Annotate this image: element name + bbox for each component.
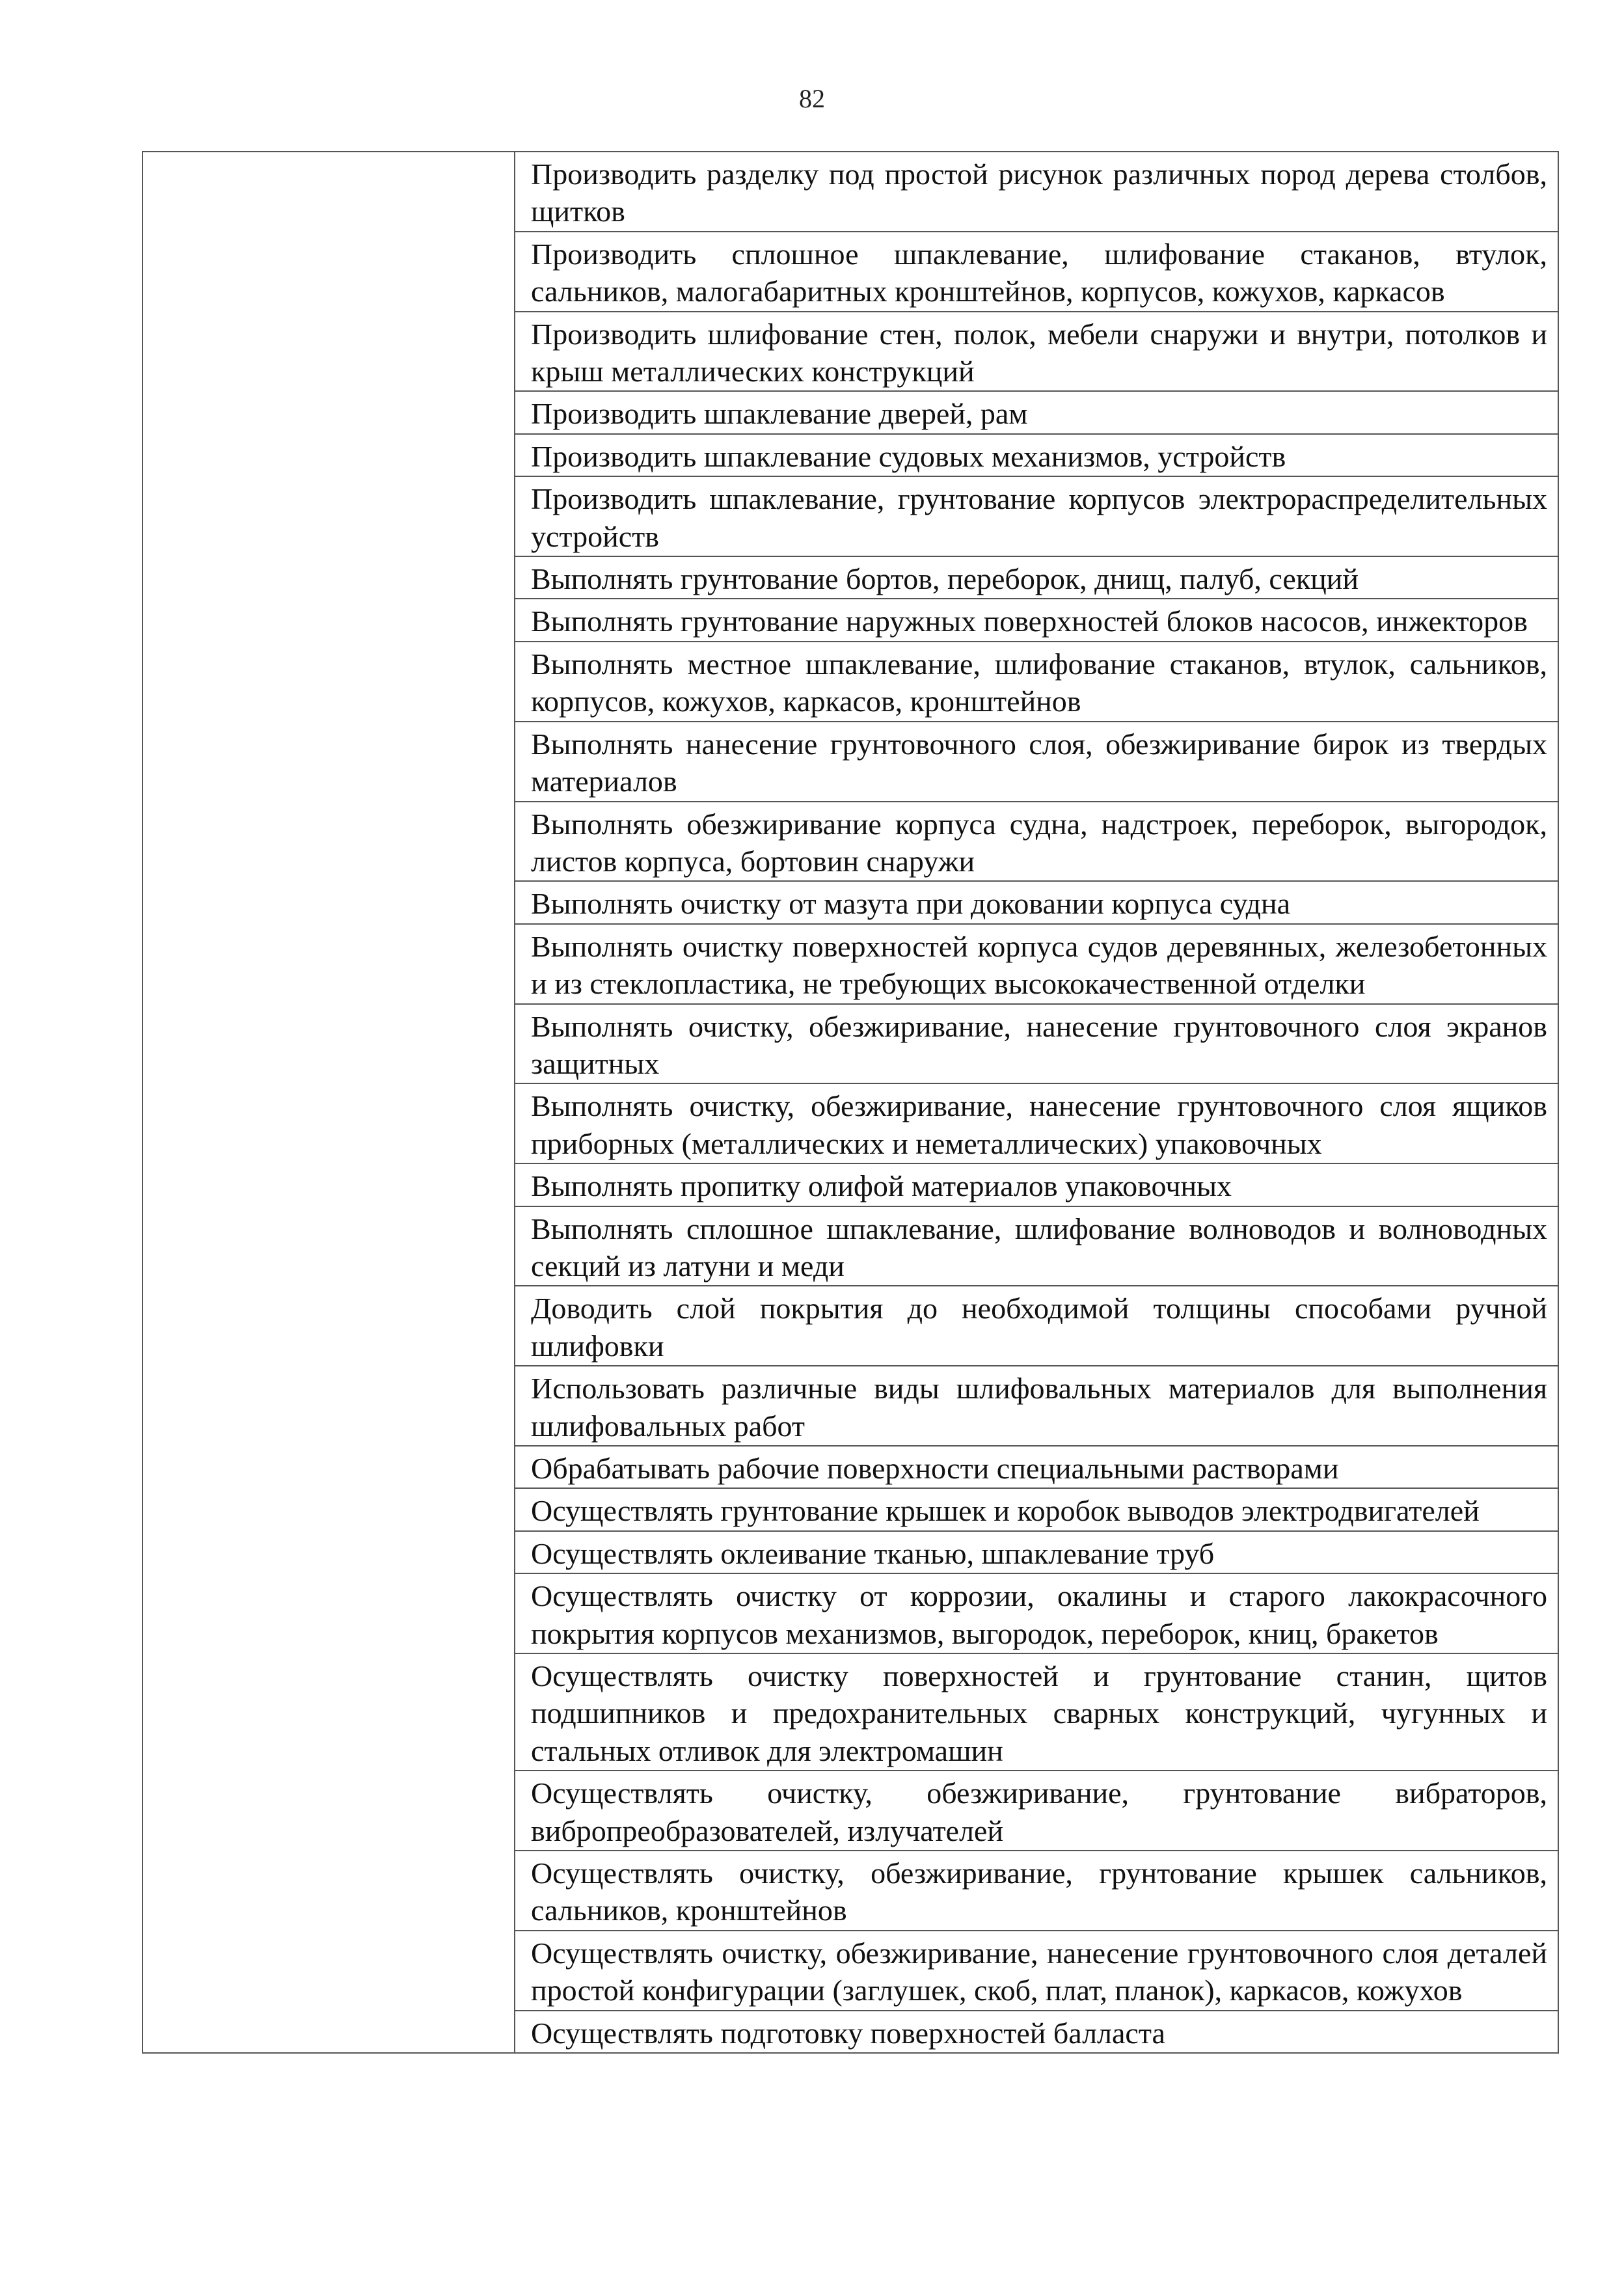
skill-cell <box>515 1206 1558 1286</box>
skill-text: Выполнять очистку, обезжиривание, нанесение грунтовочного слоя экранов защитных <box>531 1009 1547 1080</box>
page-number: 82 <box>799 84 825 113</box>
skill-text: Выполнять очистку от мазута при доковании корпуса судна <box>531 887 1291 921</box>
skill-text: Доводить слой покрытия до необходимой толщины способами ручной шлифовки <box>531 1292 1547 1363</box>
skill-cell <box>515 881 1558 923</box>
skills-table <box>142 151 1559 2054</box>
skill-text: Осуществлять очистку от коррозии, окалины и старого лакокрасочного покрытия корпусов механизмов, выгородок, переборок, книц, бракетов <box>531 1579 1547 1650</box>
skill-text: Производить сплошное шпаклевание, шлифование стаканов, втулок, сальников, малогабаритных кронштейнов, корпусов, кожухов, каркасов <box>531 237 1547 308</box>
skill-cell <box>515 476 1558 556</box>
skill-text: Выполнять местное шпаклевание, шлифование стаканов, втулок, сальников, корпусов, кожухов, каркасов, кронштейнов <box>531 647 1547 718</box>
skill-cell <box>515 1931 1558 2011</box>
skill-cell <box>515 722 1558 802</box>
skill-text: Выполнять грунтование бортов, переборок, днищ, палуб, секций <box>531 562 1359 596</box>
skill-cell <box>515 1286 1558 1366</box>
skill-text: Обрабатывать рабочие поверхности специальными растворами <box>531 1452 1339 1485</box>
skill-cell <box>515 434 1558 476</box>
skill-cell <box>515 2011 1558 2053</box>
skill-cell <box>515 556 1558 599</box>
skill-text: Осуществлять грунтование крышек и коробок выводов электродвигателей <box>531 1494 1480 1528</box>
skill-cell <box>515 1531 1558 1573</box>
skill-text: Осуществлять очистку, обезжиривание, нанесение грунтовочного слоя деталей простой конфигурации (заглушек, скоб, плат, планок), каркасов, кожухов <box>531 1936 1547 2007</box>
skill-text: Производить шпаклевание судовых механизмов, устройств <box>531 439 1286 473</box>
skill-text: Производить шпаклевание, грунтование корпусов электрораспределительных устройств <box>531 482 1547 553</box>
skill-cell <box>515 1163 1558 1206</box>
skill-cell <box>515 152 1558 232</box>
skill-cell <box>515 312 1558 392</box>
skill-text: Осуществлять оклеивание тканью, шпаклевание труб <box>531 1536 1215 1570</box>
skill-cell <box>515 1004 1558 1084</box>
skill-text: Осуществлять очистку, обезжиривание, грунтование вибраторов, вибропреобразователей, излучателей <box>531 1776 1547 1847</box>
skill-text: Выполнять обезжиривание корпуса судна, надстроек, переборок, выгородок, листов корпуса, бортовин снаружи <box>531 807 1547 878</box>
skill-text: Выполнять нанесение грунтовочного слоя, обезжиривание бирок из твердых материалов <box>531 727 1547 798</box>
skill-cell <box>515 1366 1558 1446</box>
skill-cell <box>515 924 1558 1004</box>
skill-cell <box>515 1771 1558 1851</box>
skill-text: Осуществлять очистку поверхностей и грунтование станин, щитов подшипников и предохранительных сварных конструкций, чугунных и стальных отливок для электромашин <box>531 1659 1547 1767</box>
table-body <box>142 152 1558 2053</box>
skill-cell <box>515 642 1558 722</box>
skill-cell <box>515 1083 1558 1163</box>
skill-text: Выполнять очистку поверхностей корпуса судов деревянных, железобетонных и из стеклопластика, не требующих высококачественной отделки <box>531 929 1547 1001</box>
skill-text: Выполнять сплошное шпаклевание, шлифование волноводов и волноводных секций из латуни и меди <box>531 1212 1547 1283</box>
skill-cell <box>515 802 1558 882</box>
skill-text: Производить шпаклевание дверей, рам <box>531 397 1028 431</box>
skill-text: Осуществлять подготовку поверхностей балласта <box>531 2016 1165 2050</box>
skill-cell <box>515 1446 1558 1488</box>
skill-text: Производить разделку под простой рисунок различных пород дерева столбов, щитков <box>531 157 1547 228</box>
skill-cell <box>515 1573 1558 1653</box>
skill-text: Осуществлять очистку, обезжиривание, грунтование крышек сальников, сальников, кронштейнов <box>531 1856 1547 1927</box>
table-row <box>142 152 1558 232</box>
skill-text: Производить шлифование стен, полок, мебели снаружи и внутри, потолков и крыш металлических конструкций <box>531 317 1547 388</box>
skill-cell <box>515 1653 1558 1771</box>
skill-text: Выполнять очистку, обезжиривание, нанесение грунтовочного слоя ящиков приборных (металлических и неметаллических) упаковочных <box>531 1089 1547 1160</box>
left-empty-cell <box>142 152 515 2053</box>
skill-cell <box>515 599 1558 641</box>
skill-cell <box>515 232 1558 312</box>
skill-cell <box>515 391 1558 433</box>
skill-text: Выполнять грунтование наружных поверхностей блоков насосов, инжекторов <box>531 604 1528 638</box>
skill-text: Использовать различные виды шлифовальных материалов для выполнения шлифовальных работ <box>531 1372 1547 1443</box>
skill-cell <box>515 1488 1558 1530</box>
skill-cell <box>515 1851 1558 1931</box>
skill-text: Выполнять пропитку олифой материалов упаковочных <box>531 1169 1232 1203</box>
